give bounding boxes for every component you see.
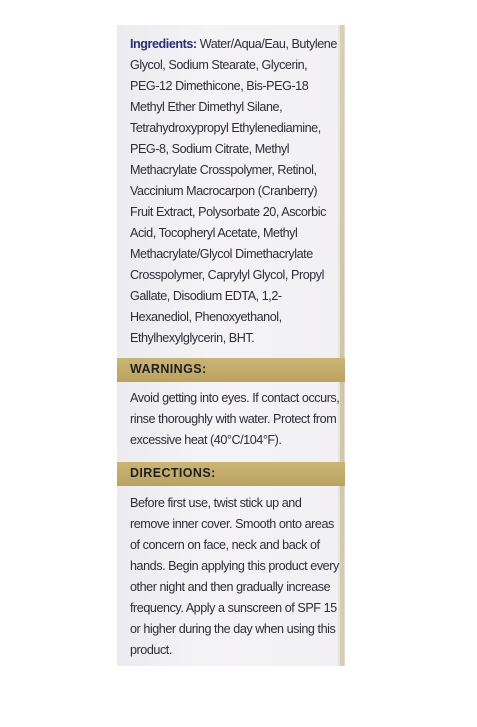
ingredients-block (130, 34, 337, 349)
warnings-header-band (117, 358, 345, 382)
directions-text: Before first use, twist stick up and remove inner cover. Smooth onto areas of concern on face, neck and back of hands. Begin applying this product every other night and then gradually increase frequency. Apply a sunscreen of SPF 15 or higher during the day when using this product. (130, 496, 339, 657)
ingredients-text: Water/Aqua/Eau, Butylene Glycol, Sodium Stearate, Glycerin, PEG-12 Dimethicone, Bis-PEG-18 Methyl Ether Dimethyl Silane, Tetrahydroxypropyl Ethylenediamine, PEG-8, Sodium Citrate, Methyl Methacrylate Crosspolymer, Retinol, Vaccinium Macrocarpon (Cranberry) Fruit Extract, Polysorbate 20, Ascorbic Acid, Tocopheryl Acetate, Methyl Methacrylate/Glycol Dimethacrylate Crosspolymer, Caprylyl Glycol, Propyl Gallate, Disodium EDTA, 1,2-Hexanediol, Phenoxyethanol, Ethylhexylglycerin, BHT. (130, 37, 337, 345)
directions-heading: DIRECTIONS: (130, 466, 216, 480)
gold-edge-stripe (340, 25, 344, 666)
warnings-heading: WARNINGS: (130, 362, 207, 376)
ingredients-label: Ingredients: (130, 37, 197, 51)
warnings-text: Avoid getting into eyes. If contact occurs, rinse thoroughly with water. Protect from excessive heat (40°C/104°F). (130, 391, 340, 447)
directions-header-band (117, 462, 345, 486)
